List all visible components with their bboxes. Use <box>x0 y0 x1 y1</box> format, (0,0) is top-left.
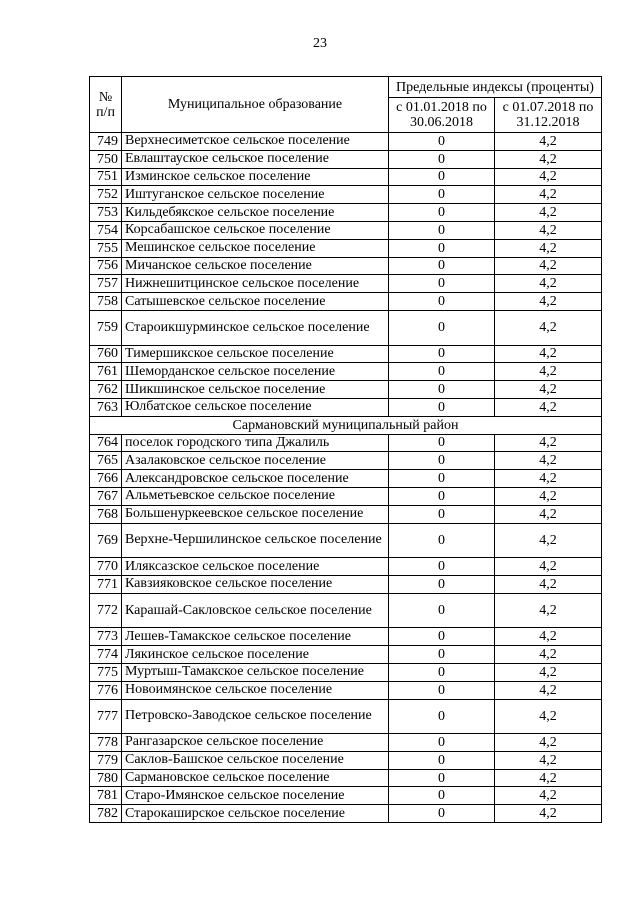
row-number: 782 <box>90 805 122 823</box>
row-index-period-1: 0 <box>389 805 495 823</box>
row-number: 755 <box>90 239 122 257</box>
row-municipality: Старо-Имянское сельское поселение <box>122 787 389 805</box>
table-row <box>90 345 602 363</box>
table-row <box>90 769 602 787</box>
row-number: 750 <box>90 150 122 168</box>
row-number: 761 <box>90 363 122 381</box>
row-index-period-2: 4,2 <box>495 575 602 593</box>
row-index-period-2: 4,2 <box>495 593 602 628</box>
section-row <box>90 416 602 434</box>
table-row <box>90 699 602 734</box>
row-index-period-1: 0 <box>389 699 495 734</box>
table-row <box>90 505 602 523</box>
row-municipality: Сатышевское сельское поселение <box>122 293 389 311</box>
row-index-period-1: 0 <box>389 204 495 222</box>
row-index-period-2: 4,2 <box>495 470 602 488</box>
table-row <box>90 398 602 416</box>
row-number: 767 <box>90 487 122 505</box>
row-index-period-1: 0 <box>389 257 495 275</box>
row-index-period-1: 0 <box>389 186 495 204</box>
row-index-period-1: 0 <box>389 345 495 363</box>
row-index-period-2: 4,2 <box>495 487 602 505</box>
row-number: 781 <box>90 787 122 805</box>
row-municipality: Иштуганское сельское поселение <box>122 186 389 204</box>
table-row <box>90 628 602 646</box>
table-row <box>90 452 602 470</box>
row-index-period-2: 4,2 <box>495 204 602 222</box>
page-number: 23 <box>313 36 327 51</box>
row-municipality: Лякинское сельское поселение <box>122 646 389 664</box>
row-index-period-2: 4,2 <box>495 663 602 681</box>
row-municipality: Саклов-Башское сельское поселение <box>122 751 389 769</box>
index-table <box>89 76 602 823</box>
row-number: 765 <box>90 452 122 470</box>
table-row <box>90 275 602 293</box>
header-municipality: Муниципальное образование <box>122 77 389 133</box>
row-index-period-1: 0 <box>389 239 495 257</box>
row-municipality: Нижнешитцинское сельское поселение <box>122 275 389 293</box>
row-municipality: Лешев-Тамакское сельское поселение <box>122 628 389 646</box>
row-municipality: поселок городского типа Джалиль <box>122 434 389 452</box>
table-row <box>90 734 602 752</box>
row-index-period-2: 4,2 <box>495 257 602 275</box>
row-municipality: Карашай-Сакловское сельское поселение <box>122 593 389 628</box>
table-row <box>90 593 602 628</box>
row-municipality: Большенуркеевское сельское поселение <box>122 505 389 523</box>
row-municipality: Шеморданское сельское поселение <box>122 363 389 381</box>
row-index-period-2: 4,2 <box>495 221 602 239</box>
table-row <box>90 239 602 257</box>
row-municipality: Кильдебякское сельское поселение <box>122 204 389 222</box>
row-index-period-1: 0 <box>389 523 495 558</box>
row-index-period-1: 0 <box>389 787 495 805</box>
row-municipality: Иляксазское сельское поселение <box>122 558 389 576</box>
row-number: 749 <box>90 133 122 151</box>
row-index-period-1: 0 <box>389 363 495 381</box>
row-number: 752 <box>90 186 122 204</box>
table-row <box>90 381 602 399</box>
row-number: 763 <box>90 398 122 416</box>
row-number: 774 <box>90 646 122 664</box>
row-municipality: Альметьевское сельское поселение <box>122 487 389 505</box>
row-number: 770 <box>90 558 122 576</box>
row-index-period-2: 4,2 <box>495 168 602 186</box>
row-index-period-2: 4,2 <box>495 699 602 734</box>
row-number: 758 <box>90 293 122 311</box>
row-index-period-2: 4,2 <box>495 558 602 576</box>
row-number: 772 <box>90 593 122 628</box>
row-municipality: Изминское сельское поселение <box>122 168 389 186</box>
row-index-period-2: 4,2 <box>495 363 602 381</box>
row-municipality: Новоимянское сельское поселение <box>122 681 389 699</box>
table-row <box>90 363 602 381</box>
row-index-period-1: 0 <box>389 452 495 470</box>
table-row <box>90 310 602 345</box>
table-row <box>90 293 602 311</box>
row-index-period-1: 0 <box>389 593 495 628</box>
table-body <box>90 133 602 823</box>
row-index-period-2: 4,2 <box>495 646 602 664</box>
row-municipality: Старокаширское сельское поселение <box>122 805 389 823</box>
row-index-period-2: 4,2 <box>495 734 602 752</box>
row-municipality: Рангазарское сельское поселение <box>122 734 389 752</box>
row-index-period-1: 0 <box>389 681 495 699</box>
row-municipality: Александровское сельское поселение <box>122 470 389 488</box>
table-row <box>90 168 602 186</box>
row-index-period-2: 4,2 <box>495 805 602 823</box>
row-index-period-2: 4,2 <box>495 133 602 151</box>
row-municipality: Кавзияковское сельское поселение <box>122 575 389 593</box>
row-index-period-2: 4,2 <box>495 293 602 311</box>
table-row <box>90 186 602 204</box>
row-municipality: Юлбатское сельское поселение <box>122 398 389 416</box>
row-municipality: Корсабашское сельское поселение <box>122 221 389 239</box>
row-number: 780 <box>90 769 122 787</box>
table-row <box>90 663 602 681</box>
row-index-period-2: 4,2 <box>495 275 602 293</box>
row-index-period-1: 0 <box>389 505 495 523</box>
row-index-period-2: 4,2 <box>495 239 602 257</box>
row-index-period-2: 4,2 <box>495 310 602 345</box>
row-index-period-1: 0 <box>389 751 495 769</box>
row-index-period-1: 0 <box>389 646 495 664</box>
row-index-period-2: 4,2 <box>495 434 602 452</box>
row-number: 776 <box>90 681 122 699</box>
row-index-period-1: 0 <box>389 769 495 787</box>
row-number: 760 <box>90 345 122 363</box>
table-row <box>90 487 602 505</box>
row-index-period-1: 0 <box>389 381 495 399</box>
section-title: Сармановский муниципальный район <box>90 416 602 434</box>
row-index-period-1: 0 <box>389 487 495 505</box>
table-row <box>90 575 602 593</box>
table-row <box>90 150 602 168</box>
table-row <box>90 221 602 239</box>
table-row <box>90 646 602 664</box>
row-municipality: Мешинское сельское поселение <box>122 239 389 257</box>
row-index-period-1: 0 <box>389 133 495 151</box>
row-index-period-1: 0 <box>389 734 495 752</box>
row-number: 756 <box>90 257 122 275</box>
row-index-period-1: 0 <box>389 150 495 168</box>
row-index-period-2: 4,2 <box>495 751 602 769</box>
row-municipality: Муртыш-Тамакское сельское поселение <box>122 663 389 681</box>
row-index-period-1: 0 <box>389 275 495 293</box>
table-row <box>90 787 602 805</box>
row-municipality: Тимершикское сельское поселение <box>122 345 389 363</box>
row-index-period-2: 4,2 <box>495 787 602 805</box>
row-municipality: Петровско-Заводское сельское поселение <box>122 699 389 734</box>
row-index-period-2: 4,2 <box>495 452 602 470</box>
row-number: 769 <box>90 523 122 558</box>
row-number: 777 <box>90 699 122 734</box>
row-number: 751 <box>90 168 122 186</box>
row-index-period-2: 4,2 <box>495 186 602 204</box>
row-index-period-1: 0 <box>389 470 495 488</box>
row-number: 779 <box>90 751 122 769</box>
table-row <box>90 434 602 452</box>
row-index-period-1: 0 <box>389 310 495 345</box>
row-number: 753 <box>90 204 122 222</box>
row-number: 757 <box>90 275 122 293</box>
table-row <box>90 751 602 769</box>
row-municipality: Шикшинское сельское поселение <box>122 381 389 399</box>
table-row <box>90 133 602 151</box>
header-period-2: с 01.07.2018 по 31.12.2018 <box>495 98 602 133</box>
row-index-period-2: 4,2 <box>495 345 602 363</box>
row-index-period-1: 0 <box>389 628 495 646</box>
row-number: 754 <box>90 221 122 239</box>
row-number: 778 <box>90 734 122 752</box>
row-municipality: Азалаковское сельское поселение <box>122 452 389 470</box>
row-number: 771 <box>90 575 122 593</box>
row-index-period-1: 0 <box>389 575 495 593</box>
row-municipality: Староикшурминское сельское поселение <box>122 310 389 345</box>
row-index-period-2: 4,2 <box>495 769 602 787</box>
table-row <box>90 523 602 558</box>
row-index-period-2: 4,2 <box>495 628 602 646</box>
table-row <box>90 204 602 222</box>
row-number: 775 <box>90 663 122 681</box>
table-row <box>90 558 602 576</box>
row-index-period-1: 0 <box>389 663 495 681</box>
row-index-period-1: 0 <box>389 398 495 416</box>
header-limits: Предельные индексы (проценты) <box>389 77 602 98</box>
row-number: 764 <box>90 434 122 452</box>
row-index-period-1: 0 <box>389 434 495 452</box>
row-index-period-1: 0 <box>389 293 495 311</box>
row-index-period-2: 4,2 <box>495 523 602 558</box>
row-index-period-2: 4,2 <box>495 681 602 699</box>
row-number: 759 <box>90 310 122 345</box>
row-municipality: Верхне-Чершилинское сельское поселение <box>122 523 389 558</box>
row-index-period-1: 0 <box>389 221 495 239</box>
header-num: № п/п <box>90 77 122 133</box>
row-index-period-2: 4,2 <box>495 398 602 416</box>
row-index-period-1: 0 <box>389 168 495 186</box>
row-index-period-2: 4,2 <box>495 381 602 399</box>
row-number: 768 <box>90 505 122 523</box>
row-municipality: Евлаштауское сельское поселение <box>122 150 389 168</box>
row-municipality: Верхнесиметское сельское поселение <box>122 133 389 151</box>
row-index-period-2: 4,2 <box>495 150 602 168</box>
row-index-period-1: 0 <box>389 558 495 576</box>
row-index-period-2: 4,2 <box>495 505 602 523</box>
table-row <box>90 257 602 275</box>
header-period-1: с 01.01.2018 по 30.06.2018 <box>389 98 495 133</box>
table-row <box>90 470 602 488</box>
table-row <box>90 805 602 823</box>
row-number: 773 <box>90 628 122 646</box>
row-municipality: Сармановское сельское поселение <box>122 769 389 787</box>
row-number: 766 <box>90 470 122 488</box>
row-number: 762 <box>90 381 122 399</box>
row-municipality: Мичанское сельское поселение <box>122 257 389 275</box>
table-row <box>90 681 602 699</box>
